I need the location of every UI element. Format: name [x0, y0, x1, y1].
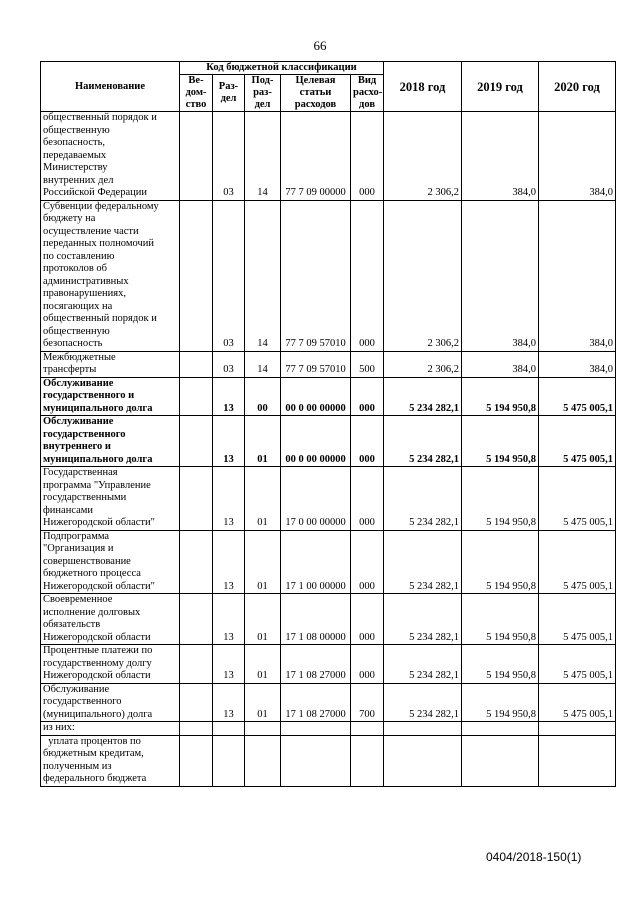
- row-target: 17 0 00 00000: [281, 467, 351, 531]
- row-amount-2019: 384,0: [462, 351, 539, 377]
- row-vid: 000: [351, 112, 384, 201]
- row-amount-2019: 5 194 950,8: [462, 645, 539, 684]
- table-row: [41, 735, 616, 786]
- row-vid: 000: [351, 594, 384, 645]
- row-amount-2020: 5 475 005,1: [539, 594, 616, 645]
- row-amount-2019: 5 194 950,8: [462, 530, 539, 594]
- row-amount-2018: 5 234 282,1: [384, 683, 462, 722]
- row-amount-2019: [462, 722, 539, 736]
- row-vedomstvo: [180, 377, 213, 416]
- row-vid: 000: [351, 200, 384, 351]
- row-razdel: 03: [213, 200, 245, 351]
- header-year-2018: 2018 год: [384, 62, 462, 112]
- row-amount-2020: [539, 722, 616, 736]
- table-row: [41, 416, 616, 467]
- row-amount-2018: 2 306,2: [384, 112, 462, 201]
- table-row: [41, 112, 616, 201]
- row-razdel: 03: [213, 351, 245, 377]
- table-row: [41, 683, 616, 722]
- row-amount-2018: 5 234 282,1: [384, 377, 462, 416]
- row-vid: 000: [351, 377, 384, 416]
- row-name: из них:: [41, 722, 180, 736]
- row-amount-2020: 5 475 005,1: [539, 645, 616, 684]
- row-name: Субвенции федеральному бюджету на осуществление части переданных полномочий по составлению протоколов об административных правонарушениях, посягающих на общественный порядок и общественную безопасность: [41, 200, 180, 351]
- row-target: 77 7 09 00000: [281, 112, 351, 201]
- row-podrazdel: 01: [245, 594, 281, 645]
- row-name: Процентные платежи по государственному долгу Нижегородской области: [41, 645, 180, 684]
- row-vid: 000: [351, 467, 384, 531]
- table-row: [41, 645, 616, 684]
- row-podrazdel: 14: [245, 112, 281, 201]
- row-podrazdel: 14: [245, 351, 281, 377]
- header-target: Целевая статьи расходов: [281, 75, 351, 112]
- row-amount-2019: [462, 735, 539, 786]
- row-name: уплата процентов по бюджетным кредитам, полученным из федерального бюджета: [41, 735, 180, 786]
- row-amount-2019: 5 194 950,8: [462, 594, 539, 645]
- row-podrazdel: 01: [245, 467, 281, 531]
- row-target: 77 7 09 57010: [281, 200, 351, 351]
- row-name: Подпрограмма "Организация и совершенствование бюджетного процесса Нижегородской области": [41, 530, 180, 594]
- row-amount-2019: 384,0: [462, 200, 539, 351]
- row-target: 17 1 08 27000: [281, 683, 351, 722]
- row-amount-2019: 5 194 950,8: [462, 416, 539, 467]
- row-vedomstvo: [180, 416, 213, 467]
- table-row: [41, 351, 616, 377]
- table-row: [41, 530, 616, 594]
- row-amount-2020: 384,0: [539, 351, 616, 377]
- row-name: Обслуживание государственного (муниципального) долга: [41, 683, 180, 722]
- row-amount-2020: 5 475 005,1: [539, 377, 616, 416]
- row-amount-2018: 5 234 282,1: [384, 530, 462, 594]
- row-amount-2019: 5 194 950,8: [462, 467, 539, 531]
- row-target: [281, 735, 351, 786]
- row-vedomstvo: [180, 530, 213, 594]
- row-amount-2019: 384,0: [462, 112, 539, 201]
- row-vid: 000: [351, 416, 384, 467]
- row-target: 17 1 08 00000: [281, 594, 351, 645]
- row-amount-2018: 5 234 282,1: [384, 416, 462, 467]
- row-podrazdel: 01: [245, 683, 281, 722]
- row-podrazdel: [245, 735, 281, 786]
- footer-code: 0404/2018-150(1): [486, 850, 582, 864]
- row-vedomstvo: [180, 722, 213, 736]
- row-amount-2020: 5 475 005,1: [539, 467, 616, 531]
- row-amount-2018: 5 234 282,1: [384, 594, 462, 645]
- row-target: 17 1 08 27000: [281, 645, 351, 684]
- row-amount-2020: [539, 735, 616, 786]
- header-razdel: Раз- дел: [213, 75, 245, 112]
- row-amount-2020: 384,0: [539, 112, 616, 201]
- row-vedomstvo: [180, 467, 213, 531]
- table-body: [41, 112, 616, 787]
- row-name: Государственная программа "Управление государственными финансами Нижегородской области": [41, 467, 180, 531]
- header-year-2020: 2020 год: [539, 62, 616, 112]
- row-podrazdel: 01: [245, 530, 281, 594]
- row-vedomstvo: [180, 735, 213, 786]
- row-razdel: 13: [213, 683, 245, 722]
- row-razdel: [213, 735, 245, 786]
- row-razdel: 13: [213, 530, 245, 594]
- row-razdel: [213, 722, 245, 736]
- row-podrazdel: [245, 722, 281, 736]
- table-row: [41, 467, 616, 531]
- header-code-group: Код бюджетной классификации: [180, 62, 384, 75]
- row-razdel: 13: [213, 377, 245, 416]
- row-vedomstvo: [180, 594, 213, 645]
- row-name: Обслуживание государственного внутреннего и муниципального долга: [41, 416, 180, 467]
- row-amount-2018: 2 306,2: [384, 351, 462, 377]
- header-podrazdel: Под- раз- дел: [245, 75, 281, 112]
- budget-table: [40, 61, 616, 787]
- row-vedomstvo: [180, 112, 213, 201]
- row-podrazdel: 01: [245, 645, 281, 684]
- header-vid: Вид расхо- дов: [351, 75, 384, 112]
- row-vid: 700: [351, 683, 384, 722]
- row-amount-2020: 384,0: [539, 200, 616, 351]
- row-razdel: 13: [213, 416, 245, 467]
- row-razdel: 13: [213, 594, 245, 645]
- row-amount-2018: 2 306,2: [384, 200, 462, 351]
- row-podrazdel: 14: [245, 200, 281, 351]
- row-amount-2019: 5 194 950,8: [462, 683, 539, 722]
- table-row: [41, 722, 616, 736]
- table-row: [41, 377, 616, 416]
- row-amount-2018: 5 234 282,1: [384, 467, 462, 531]
- row-name: Межбюджетные трансферты: [41, 351, 180, 377]
- row-podrazdel: 01: [245, 416, 281, 467]
- header-vedomstvo: Ве- дом- ство: [180, 75, 213, 112]
- row-amount-2020: 5 475 005,1: [539, 683, 616, 722]
- page-number: 66: [313, 38, 327, 53]
- row-razdel: 13: [213, 645, 245, 684]
- header-name: Наименование: [41, 62, 180, 112]
- row-target: 17 1 00 00000: [281, 530, 351, 594]
- row-target: 00 0 00 00000: [281, 377, 351, 416]
- row-vedomstvo: [180, 645, 213, 684]
- row-amount-2018: [384, 735, 462, 786]
- row-target: 77 7 09 57010: [281, 351, 351, 377]
- row-name: Обслуживание государственного и муниципального долга: [41, 377, 180, 416]
- header-year-2019: 2019 год: [462, 62, 539, 112]
- row-vid: 000: [351, 530, 384, 594]
- row-amount-2018: [384, 722, 462, 736]
- table-row: [41, 594, 616, 645]
- row-amount-2019: 5 194 950,8: [462, 377, 539, 416]
- row-vid: [351, 735, 384, 786]
- row-name: Своевременное исполнение долговых обязательств Нижегородской области: [41, 594, 180, 645]
- row-vedomstvo: [180, 200, 213, 351]
- row-vid: [351, 722, 384, 736]
- row-target: 00 0 00 00000: [281, 416, 351, 467]
- row-razdel: 03: [213, 112, 245, 201]
- row-vedomstvo: [180, 351, 213, 377]
- row-target: [281, 722, 351, 736]
- row-vedomstvo: [180, 683, 213, 722]
- table-row: [41, 200, 616, 351]
- row-amount-2018: 5 234 282,1: [384, 645, 462, 684]
- row-amount-2020: 5 475 005,1: [539, 416, 616, 467]
- row-vid: 500: [351, 351, 384, 377]
- row-podrazdel: 00: [245, 377, 281, 416]
- row-amount-2020: 5 475 005,1: [539, 530, 616, 594]
- row-razdel: 13: [213, 467, 245, 531]
- row-vid: 000: [351, 645, 384, 684]
- row-name: общественный порядок и общественную безопасность, передаваемых Министерству внутренних дел Российской Федерации: [41, 112, 180, 201]
- header-row-1: [41, 62, 616, 75]
